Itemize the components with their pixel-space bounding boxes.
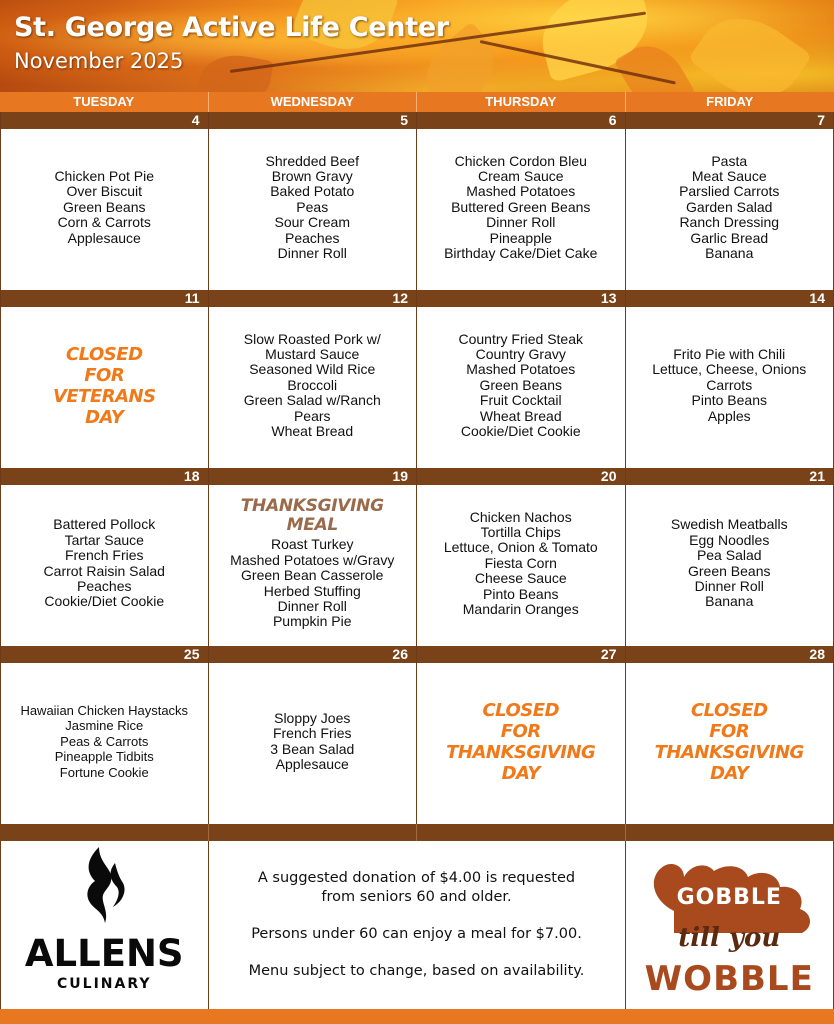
divider-segment xyxy=(626,824,834,841)
day-cell xyxy=(417,468,626,646)
menu-item: Carrots xyxy=(706,376,753,393)
menu-calendar-grid xyxy=(0,112,834,841)
menu-item: Birthday Cake/Diet Cake xyxy=(444,245,598,262)
menu-item: Tortilla Chips xyxy=(480,523,561,540)
menu-item: Hawaiian Chicken Haystacks xyxy=(20,702,189,718)
menu-item: 3 Bean Salad xyxy=(270,740,355,757)
menu-items xyxy=(1,485,208,646)
menu-items xyxy=(209,307,417,468)
menu-item: Corn & Carrots xyxy=(57,214,151,231)
weekday-thursday: THURSDAY xyxy=(417,92,626,112)
weekday-tuesday: TUESDAY xyxy=(0,92,209,112)
menu-item: Shredded Beef xyxy=(265,152,359,169)
day-cell xyxy=(0,290,209,468)
closed-notice-wrap xyxy=(626,663,834,824)
menu-item: Banana xyxy=(705,593,754,610)
menu-items xyxy=(417,129,625,290)
divider-segment xyxy=(417,824,626,841)
menu-item: Mashed Potatoes xyxy=(466,361,576,378)
menu-item: Garlic Bread xyxy=(690,229,769,246)
day-cell xyxy=(209,646,418,824)
menu-items xyxy=(626,307,834,468)
month-subtitle: November 2025 xyxy=(14,49,184,73)
date-number: 5 xyxy=(209,112,417,129)
menu-item: Mustard Sauce xyxy=(265,345,360,362)
divider-segment xyxy=(0,824,209,841)
menu-item: Pears xyxy=(293,407,331,424)
menu-item: Ranch Dressing xyxy=(679,214,780,231)
menu-items xyxy=(209,663,417,824)
day-cell xyxy=(626,112,834,290)
menu-item: Green Beans xyxy=(479,376,562,393)
menu-disclaimer: Menu subject to change, based on availability. xyxy=(248,963,585,979)
menu-item: Dinner Roll xyxy=(486,214,556,231)
menu-item: Lettuce, Onion & Tomato xyxy=(443,539,598,556)
menu-item: Green Salad w/Ranch xyxy=(243,392,381,409)
menu-item: Pinto Beans xyxy=(691,392,767,409)
menu-item: Dinner Roll xyxy=(277,245,347,262)
menu-item: Wheat Bread xyxy=(479,407,562,424)
menu-items xyxy=(1,663,208,824)
menu-item: Country Gravy xyxy=(475,345,566,362)
menu-item: Fruit Cocktail xyxy=(479,392,562,409)
menu-item: Peas xyxy=(296,198,329,215)
date-number: 4 xyxy=(1,112,208,129)
day-cell xyxy=(417,290,626,468)
day-cell xyxy=(417,112,626,290)
menu-item: Pumpkin Pie xyxy=(272,613,352,630)
date-number: 19 xyxy=(209,468,417,485)
menu-item: Carrot Raisin Salad xyxy=(43,562,165,579)
menu-items xyxy=(626,485,834,646)
week-row xyxy=(0,290,834,468)
menu-item: Fiesta Corn xyxy=(484,554,557,571)
date-number: 13 xyxy=(417,290,625,307)
menu-item: Peas & Carrots xyxy=(60,733,149,749)
gobble-wobble-graphic xyxy=(626,841,834,1009)
flame-icon xyxy=(77,845,133,925)
menu-items xyxy=(626,129,834,290)
menu-item: Broccoli xyxy=(287,376,338,393)
menu-items xyxy=(209,129,417,290)
menu-item: Apples xyxy=(707,407,751,424)
menu-item: Herbed Stuffing xyxy=(263,582,361,599)
closed-notice: CLOSED FOR THANKSGIVING DAY xyxy=(654,699,804,784)
menu-items xyxy=(417,485,625,646)
menu-item: Green Bean Casserole xyxy=(241,567,384,584)
logo-wordmark: ALLENS xyxy=(24,932,184,975)
menu-item: Banana xyxy=(705,245,754,262)
menu-item: Tartar Sauce xyxy=(64,531,144,548)
donation-line-1: A suggested donation of $4.00 is requested xyxy=(257,870,576,886)
menu-item: Roast Turkey xyxy=(271,536,354,553)
menu-item: Cream Sauce xyxy=(477,167,564,184)
donation-line-2: from seniors 60 and older. xyxy=(321,889,512,905)
day-cell xyxy=(626,468,834,646)
leaf-decoration xyxy=(688,0,813,92)
closed-notice: CLOSED FOR THANKSGIVING DAY xyxy=(446,699,596,784)
date-number: 27 xyxy=(417,646,625,663)
date-number: 11 xyxy=(1,290,208,307)
menu-item: Mashed Potatoes xyxy=(466,183,576,200)
day-cell xyxy=(0,646,209,824)
day-cell xyxy=(209,290,418,468)
donation-text xyxy=(258,869,575,907)
menu-item: Over Biscuit xyxy=(66,183,142,200)
week-row xyxy=(0,468,834,646)
menu-item: Dinner Roll xyxy=(277,597,347,614)
date-number: 28 xyxy=(626,646,834,663)
day-cell xyxy=(417,646,626,824)
menu-item: Lettuce, Cheese, Onions xyxy=(652,361,807,378)
day-cell xyxy=(209,112,418,290)
day-cell xyxy=(0,112,209,290)
menu-item: Mashed Potatoes w/Gravy xyxy=(230,551,395,568)
gobble-text: GOBBLE xyxy=(676,885,782,910)
date-number: 20 xyxy=(417,468,625,485)
menu-item: Chicken Pot Pie xyxy=(54,167,155,184)
menu-items xyxy=(209,485,417,646)
menu-item: French Fries xyxy=(64,547,144,564)
menu-item: Slow Roasted Pork w/ xyxy=(243,330,381,347)
date-number: 25 xyxy=(1,646,208,663)
menu-item: Mandarin Oranges xyxy=(462,601,579,618)
closed-notice-wrap xyxy=(417,663,625,824)
menu-item: Meat Sauce xyxy=(691,167,767,184)
footer-section xyxy=(0,841,834,1009)
under-60-price: Persons under 60 can enjoy a meal for $7.00. xyxy=(251,926,582,942)
menu-item: Chicken Cordon Bleu xyxy=(454,152,587,169)
menu-item: Cookie/Diet Cookie xyxy=(460,423,581,440)
weekday-wednesday: WEDNESDAY xyxy=(209,92,418,112)
date-number: 14 xyxy=(626,290,834,307)
closed-notice: CLOSED FOR VETERANS DAY xyxy=(52,343,156,428)
footer-divider-band xyxy=(0,824,834,841)
menu-item: Garden Salad xyxy=(686,198,773,215)
closed-notice-wrap xyxy=(1,307,208,468)
menu-item: Pea Salad xyxy=(696,547,762,564)
donation-info xyxy=(209,841,626,1009)
header-banner xyxy=(0,0,834,92)
menu-item: Peaches xyxy=(285,229,340,246)
menu-item: Sloppy Joes xyxy=(274,709,351,726)
menu-items xyxy=(1,129,208,290)
menu-item: French Fries xyxy=(272,725,352,742)
menu-item: Chicken Nachos xyxy=(469,508,572,525)
bottom-accent-bar xyxy=(0,1009,834,1024)
menu-item: Buttered Green Beans xyxy=(451,198,591,215)
menu-item: Dinner Roll xyxy=(694,577,764,594)
day-cell xyxy=(626,646,834,824)
menu-item: Baked Potato xyxy=(270,183,355,200)
menu-item: Green Beans xyxy=(688,562,771,579)
menu-item: Brown Gravy xyxy=(271,167,353,184)
menu-item: Frito Pie with Chili xyxy=(673,345,786,362)
special-meal-title: THANKSGIVING MEAL xyxy=(240,496,384,536)
menu-item: Cheese Sauce xyxy=(474,570,567,587)
weekday-friday: FRIDAY xyxy=(706,94,754,109)
date-number: 6 xyxy=(417,112,625,129)
week-row xyxy=(0,112,834,290)
menu-item: Pinto Beans xyxy=(483,585,559,602)
allens-culinary-logo xyxy=(0,841,209,1009)
page-title: St. George Active Life Center xyxy=(14,12,449,43)
day-cell xyxy=(626,290,834,468)
menu-item: Fortune Cookie xyxy=(59,764,149,780)
menu-item: Cookie/Diet Cookie xyxy=(44,593,165,610)
menu-item: Seasoned Wild Rice xyxy=(249,361,376,378)
date-number: 21 xyxy=(626,468,834,485)
menu-item: Applesauce xyxy=(275,755,349,772)
divider-segment xyxy=(209,824,418,841)
menu-item: Pineapple Tidbits xyxy=(54,749,154,765)
day-cell xyxy=(209,468,418,646)
menu-item: Battered Pollock xyxy=(53,516,156,533)
weekday-header-row xyxy=(0,92,834,112)
menu-item: Wheat Bread xyxy=(271,423,354,440)
wobble-text: WOBBLE xyxy=(644,959,814,999)
menu-item: Applesauce xyxy=(67,229,141,246)
date-number: 12 xyxy=(209,290,417,307)
week-row xyxy=(0,646,834,824)
menu-item: Swedish Meatballs xyxy=(670,516,788,533)
day-cell xyxy=(0,468,209,646)
menu-item: Pasta xyxy=(711,152,748,169)
till-you-text: till you xyxy=(678,923,781,953)
menu-item: Green Beans xyxy=(63,198,146,215)
menu-item: Pineapple xyxy=(489,229,552,246)
menu-item: Sour Cream xyxy=(274,214,350,231)
menu-item: Country Fried Steak xyxy=(458,330,583,347)
menu-item: Egg Noodles xyxy=(689,531,770,548)
logo-subtext: CULINARY xyxy=(57,976,152,992)
date-number: 7 xyxy=(626,112,834,129)
date-number: 26 xyxy=(209,646,417,663)
menu-item: Jasmine Rice xyxy=(65,718,144,734)
menu-item: Peaches xyxy=(77,577,132,594)
menu-item: Parslied Carrots xyxy=(679,183,780,200)
menu-items xyxy=(417,307,625,468)
date-number: 18 xyxy=(1,468,208,485)
